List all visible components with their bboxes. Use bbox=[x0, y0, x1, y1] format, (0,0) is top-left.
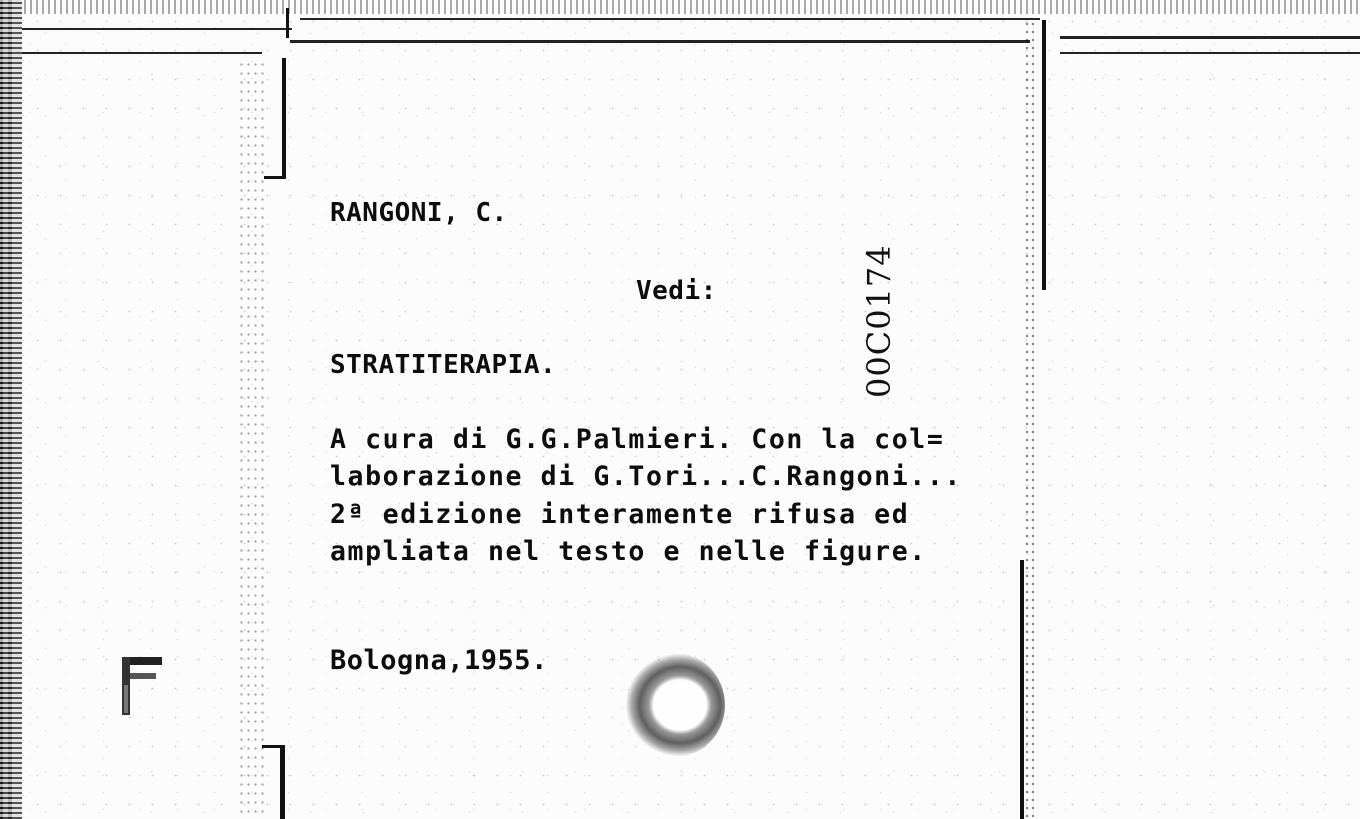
card-title: STRATITERAPIA. bbox=[330, 350, 557, 380]
place-date: Bologna,1955. bbox=[330, 645, 548, 676]
card-edge-line bbox=[1042, 20, 1046, 290]
card-right-edge bbox=[1024, 20, 1038, 819]
rule-line bbox=[22, 52, 262, 54]
punch-hole bbox=[625, 653, 725, 757]
rule-line bbox=[300, 18, 1040, 20]
rule-line bbox=[1060, 52, 1360, 54]
stamped-number: 00C0174 bbox=[860, 244, 898, 398]
body-line: laborazione di G.Tori...C.Rangoni... bbox=[330, 461, 962, 492]
body-line: 2ª edizione interamente rifusa ed bbox=[330, 499, 910, 530]
body-line: A cura di G.G.Palmieri. Con la col= bbox=[330, 424, 945, 455]
bracket-mark bbox=[264, 58, 286, 179]
bracket-mark bbox=[262, 745, 285, 819]
card-heading: RANGONI, C. bbox=[330, 198, 508, 228]
rule-line bbox=[286, 8, 289, 38]
see-also-label: Vedi: bbox=[636, 276, 717, 306]
body-line: ampliata nel testo e nelle figure. bbox=[330, 536, 927, 567]
top-edge-band bbox=[0, 0, 1360, 14]
corner-mark-icon bbox=[120, 655, 164, 717]
card-top-edge bbox=[290, 40, 1030, 43]
rule-line bbox=[22, 28, 292, 30]
rule-line bbox=[1060, 36, 1360, 39]
left-scan-edge bbox=[0, 0, 22, 819]
